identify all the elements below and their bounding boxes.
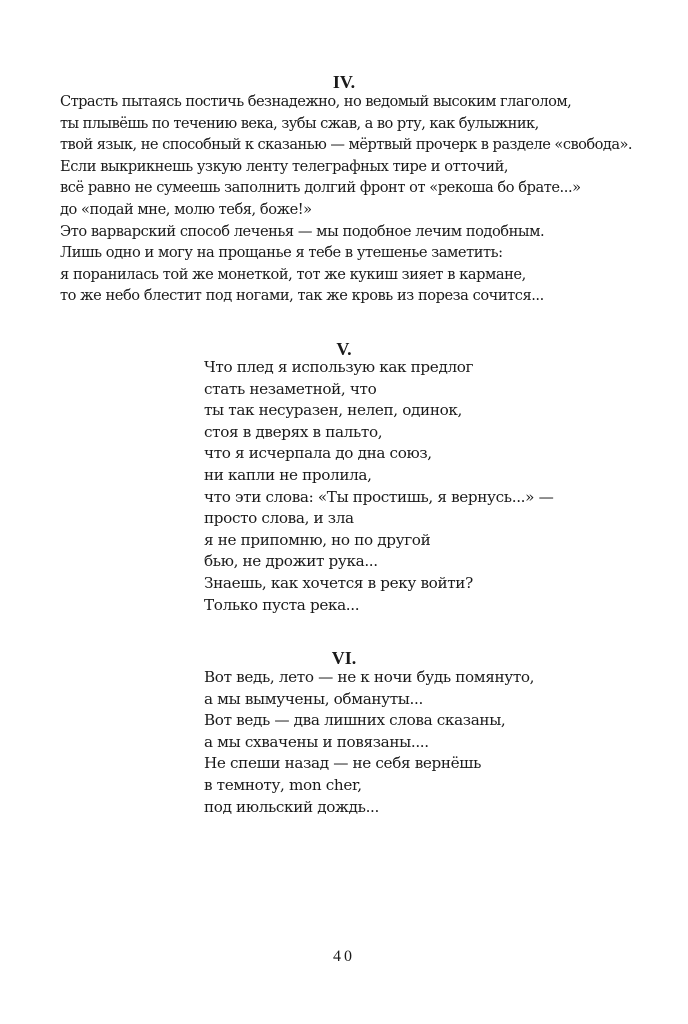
poem-line: в темноту, mon cher, [204,775,362,794]
poem-line: Не спеши назад — не себя вернёшь [204,754,481,773]
poem-line: я поранилась той же монеткой, тот же кукиш зияет в кармане, [60,265,526,283]
poem-line: всё равно не сумеешь заполнить долгий фронт от «рекоша бо брате...» [60,179,581,197]
poem-line: стать незаметной, что [204,379,377,398]
poem-line: то же небо блестит под ногами, так же кровь из пореза сочится... [60,287,544,305]
poem-line: а мы вымучены, обмануты... [204,689,423,708]
section-heading-v: V. [336,339,352,359]
poem-line: Знаешь, как хочется в реку войти? [204,573,473,592]
poem-line: ты плывёшь по течению века, зубы сжав, а во рту, как булыжник, [60,114,539,132]
poem-section-iv [60,91,632,307]
section-heading-vi: VI. [331,648,357,668]
poem-line: до «подай мне, молю тебя, боже!» [60,200,312,218]
poem-section-vi [204,667,534,818]
poem-line: Что плед я использую как предлог [204,358,474,376]
poem-line: Лишь одно и могу на прощанье я тебе в утешенье заметить: [60,244,503,262]
poem-line: что я исчерпала до дна союз, [204,444,432,463]
poem-section-v [204,357,553,616]
poem-line: Страсть пытаясь постичь безнадежно, но ведомый высоким глаголом, [60,93,572,110]
poem-line: под июльский дождь... [204,797,379,816]
page-number: 40 [333,948,355,965]
poem-line: я не припомню, но по другой [204,530,431,549]
poem-line: Только пуста река... [204,595,360,614]
poem-line: Вот ведь — два лишних слова сказаны, [204,711,506,730]
poem-line: а мы схвачены и повязаны.... [204,732,429,751]
poem-line: стоя в дверях в пальто, [204,422,383,441]
section-heading-iv: IV. [332,72,356,92]
poem-line: ни капли не пролила, [204,465,372,484]
poem-line: что эти слова: «Ты простишь, я вернусь...» — [204,487,554,506]
poem-line: ты так несуразен, нелеп, одинок, [204,401,463,420]
poem-line: Это варварский способ леченья — мы подобное лечим подобным. [60,222,545,240]
poem-line: твой язык, не способный к сказанью — мёртвый прочерк в разделе «свобода». [60,136,632,154]
poem-line: Если выкрикнешь узкую ленту телеграфных тире и отточий, [60,157,509,175]
poem-line: просто слова, и зла [204,509,354,528]
poem-line: бью, не дрожит рука... [204,552,378,571]
poem-line: Вот ведь, лето — не к ночи будь помянуто, [204,668,535,686]
